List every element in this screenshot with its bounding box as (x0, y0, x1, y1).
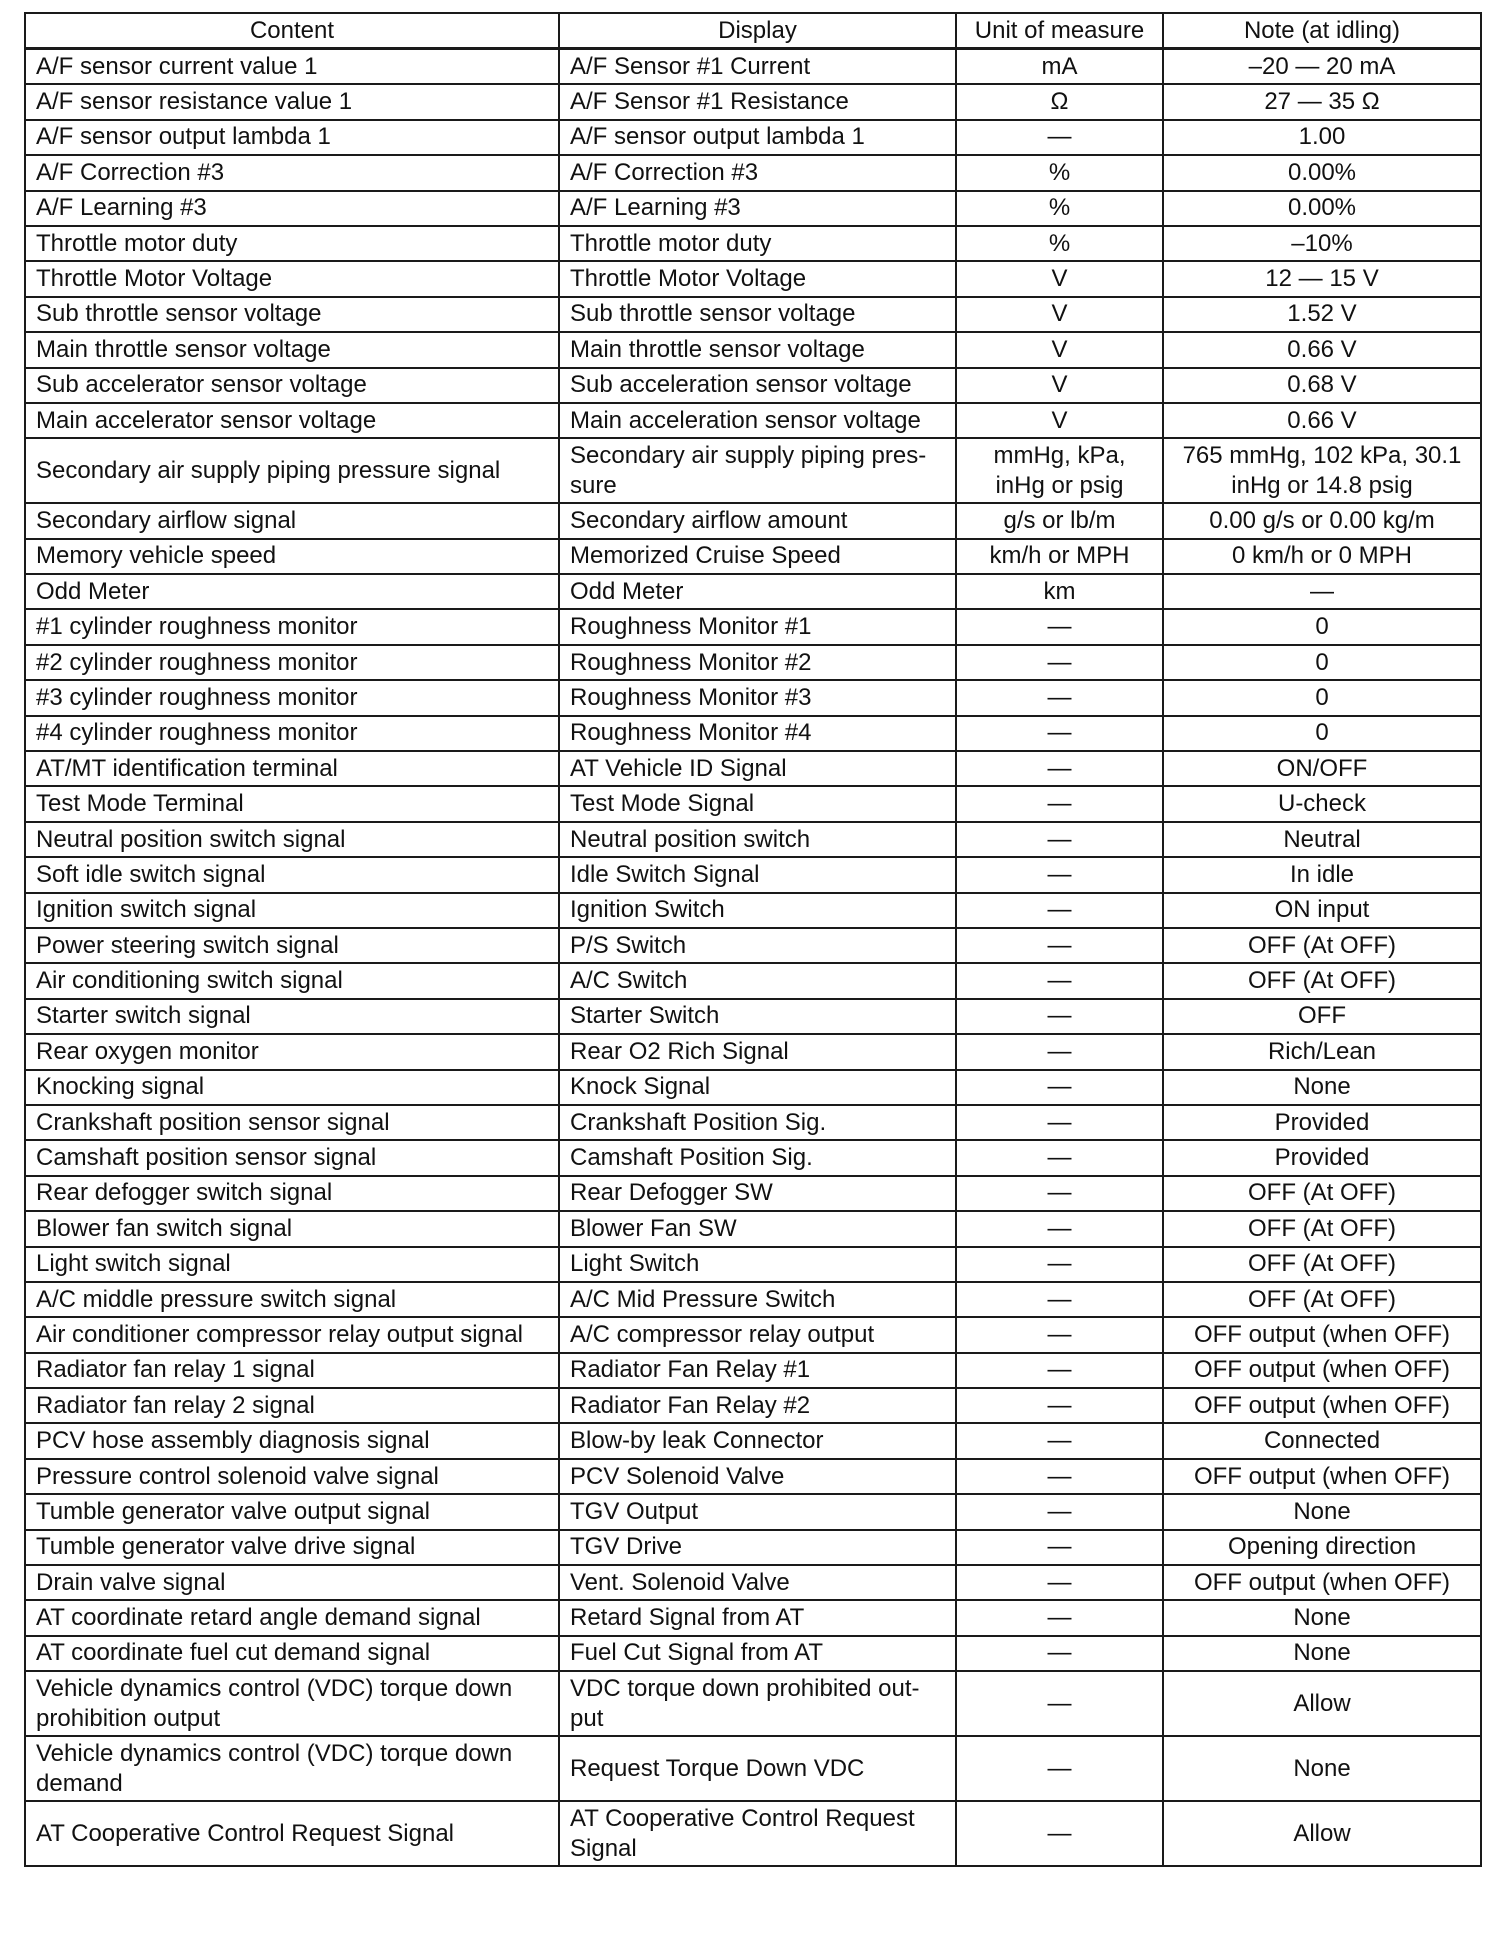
table-row (25, 1736, 1481, 1801)
display-cell: Throttle Motor Voltage (559, 261, 956, 296)
table-row (25, 893, 1481, 928)
unit-cell: % (956, 226, 1163, 261)
display-cell: Rear Defogger SW (559, 1176, 956, 1211)
display-cell: PCV Solenoid Valve (559, 1459, 956, 1494)
unit-cell: — (956, 1565, 1163, 1600)
unit-cell: — (956, 1282, 1163, 1317)
display-cell: Fuel Cut Signal from AT (559, 1636, 956, 1671)
display-cell: Sub acceleration sensor voltage (559, 368, 956, 403)
display-cell: TGV Output (559, 1494, 956, 1529)
content-cell: PCV hose assembly diagnosis signal (25, 1423, 559, 1458)
content-cell: #3 cylinder roughness monitor (25, 680, 559, 715)
diagnostic-data-table (24, 12, 1482, 1867)
note-cell: Connected (1163, 1423, 1481, 1458)
note-cell: None (1163, 1494, 1481, 1529)
content-cell: Tumble generator valve output signal (25, 1494, 559, 1529)
content-cell: Odd Meter (25, 574, 559, 609)
content-cell: Starter switch signal (25, 999, 559, 1034)
note-cell: 0.00% (1163, 155, 1481, 190)
note-cell: Opening direction (1163, 1530, 1481, 1565)
table-row (25, 928, 1481, 963)
unit-cell: — (956, 1211, 1163, 1246)
table-row (25, 332, 1481, 367)
display-cell: A/F Sensor #1 Resistance (559, 84, 956, 119)
table-row (25, 1317, 1481, 1352)
table-row (25, 1530, 1481, 1565)
note-cell: 0 (1163, 716, 1481, 751)
content-cell: Power steering switch signal (25, 928, 559, 963)
table-row (25, 1565, 1481, 1600)
unit-cell: — (956, 1317, 1163, 1352)
note-cell: Allow (1163, 1671, 1481, 1736)
display-cell: Crankshaft Position Sig. (559, 1105, 956, 1140)
content-cell: A/F sensor current value 1 (25, 49, 559, 85)
table-row (25, 261, 1481, 296)
table-row (25, 1388, 1481, 1423)
note-cell: ON/OFF (1163, 751, 1481, 786)
content-cell: Tumble generator valve drive signal (25, 1530, 559, 1565)
note-cell: ON input (1163, 893, 1481, 928)
unit-cell: — (956, 1671, 1163, 1736)
table-row (25, 999, 1481, 1034)
unit-cell: — (956, 120, 1163, 155)
table-row (25, 716, 1481, 751)
table-row (25, 857, 1481, 892)
unit-cell: — (956, 786, 1163, 821)
unit-cell: % (956, 155, 1163, 190)
unit-cell: g/s or lb/m (956, 503, 1163, 538)
unit-cell: V (956, 297, 1163, 332)
unit-cell: — (956, 1423, 1163, 1458)
note-cell: None (1163, 1070, 1481, 1105)
unit-cell: — (956, 645, 1163, 680)
content-cell: Sub throttle sensor voltage (25, 297, 559, 332)
content-cell: AT Cooperative Control Request Signal (25, 1801, 559, 1866)
table-row (25, 680, 1481, 715)
unit-cell: — (956, 1070, 1163, 1105)
content-cell: Vehicle dynamics control (VDC) torque down prohibition output (25, 1671, 559, 1736)
unit-cell: km (956, 574, 1163, 609)
table-row (25, 574, 1481, 609)
display-cell: Secondary air supply piping pres-sure (559, 438, 956, 503)
table-row (25, 438, 1481, 503)
display-cell: Retard Signal from AT (559, 1600, 956, 1635)
display-cell: A/C Switch (559, 963, 956, 998)
unit-cell: — (956, 857, 1163, 892)
display-cell: Knock Signal (559, 1070, 956, 1105)
note-cell: In idle (1163, 857, 1481, 892)
display-cell: Request Torque Down VDC (559, 1736, 956, 1801)
table-row (25, 1459, 1481, 1494)
display-cell: Secondary airflow amount (559, 503, 956, 538)
table-row (25, 822, 1481, 857)
table-row (25, 1034, 1481, 1069)
unit-cell: — (956, 716, 1163, 751)
note-cell: OFF output (when OFF) (1163, 1353, 1481, 1388)
table-row (25, 1070, 1481, 1105)
note-cell: OFF (At OFF) (1163, 1211, 1481, 1246)
content-cell: Blower fan switch signal (25, 1211, 559, 1246)
display-cell: Radiator Fan Relay #1 (559, 1353, 956, 1388)
display-cell: Throttle motor duty (559, 226, 956, 261)
note-cell: 0 (1163, 609, 1481, 644)
content-cell: Secondary airflow signal (25, 503, 559, 538)
note-cell: U-check (1163, 786, 1481, 821)
table-body (25, 49, 1481, 1867)
unit-cell: — (956, 680, 1163, 715)
content-cell: Sub accelerator sensor voltage (25, 368, 559, 403)
table-row (25, 1211, 1481, 1246)
content-cell: Ignition switch signal (25, 893, 559, 928)
display-cell: Sub throttle sensor voltage (559, 297, 956, 332)
unit-cell: V (956, 368, 1163, 403)
content-cell: Radiator fan relay 1 signal (25, 1353, 559, 1388)
table-row (25, 503, 1481, 538)
display-cell: Odd Meter (559, 574, 956, 609)
note-cell: None (1163, 1636, 1481, 1671)
table-row (25, 963, 1481, 998)
display-cell: Vent. Solenoid Valve (559, 1565, 956, 1600)
table-row (25, 1140, 1481, 1175)
display-cell: A/C compressor relay output (559, 1317, 956, 1352)
table-row (25, 155, 1481, 190)
table-row (25, 120, 1481, 155)
unit-cell: — (956, 928, 1163, 963)
note-cell: 0.68 V (1163, 368, 1481, 403)
content-cell: A/C middle pressure switch signal (25, 1282, 559, 1317)
note-cell: –20 — 20 mA (1163, 49, 1481, 85)
display-cell: Light Switch (559, 1247, 956, 1282)
note-cell: 0.00% (1163, 191, 1481, 226)
display-cell: Blow-by leak Connector (559, 1423, 956, 1458)
display-cell: Roughness Monitor #4 (559, 716, 956, 751)
display-cell: A/F Correction #3 (559, 155, 956, 190)
unit-cell: — (956, 1140, 1163, 1175)
table-row (25, 539, 1481, 574)
unit-cell: — (956, 963, 1163, 998)
unit-cell: — (956, 1494, 1163, 1529)
content-cell: A/F sensor resistance value 1 (25, 84, 559, 119)
content-cell: AT coordinate retard angle demand signal (25, 1600, 559, 1635)
header-display: Display (559, 13, 956, 49)
table-row (25, 786, 1481, 821)
unit-cell: — (956, 999, 1163, 1034)
content-cell: Neutral position switch signal (25, 822, 559, 857)
unit-cell: V (956, 332, 1163, 367)
note-cell: Neutral (1163, 822, 1481, 857)
content-cell: Main throttle sensor voltage (25, 332, 559, 367)
note-cell: Allow (1163, 1801, 1481, 1866)
unit-cell: — (956, 609, 1163, 644)
unit-cell: — (956, 1530, 1163, 1565)
display-cell: Radiator Fan Relay #2 (559, 1388, 956, 1423)
content-cell: Radiator fan relay 2 signal (25, 1388, 559, 1423)
display-cell: A/F Learning #3 (559, 191, 956, 226)
table-row (25, 1105, 1481, 1140)
unit-cell: Ω (956, 84, 1163, 119)
table-row (25, 645, 1481, 680)
content-cell: Crankshaft position sensor signal (25, 1105, 559, 1140)
table-row (25, 1801, 1481, 1866)
table-row (25, 84, 1481, 119)
note-cell: 1.00 (1163, 120, 1481, 155)
header-content: Content (25, 13, 559, 49)
note-cell: 0.00 g/s or 0.00 kg/m (1163, 503, 1481, 538)
table-row (25, 1282, 1481, 1317)
display-cell: P/S Switch (559, 928, 956, 963)
note-cell: Rich/Lean (1163, 1034, 1481, 1069)
unit-cell: V (956, 261, 1163, 296)
display-cell: TGV Drive (559, 1530, 956, 1565)
note-cell: 765 mmHg, 102 kPa, 30.1 inHg or 14.8 psig (1163, 438, 1481, 503)
content-cell: Camshaft position sensor signal (25, 1140, 559, 1175)
table-row (25, 226, 1481, 261)
table-row (25, 368, 1481, 403)
unit-cell: mA (956, 49, 1163, 85)
note-cell: OFF (At OFF) (1163, 928, 1481, 963)
table-row (25, 1247, 1481, 1282)
table-row (25, 49, 1481, 85)
note-cell: OFF (At OFF) (1163, 1176, 1481, 1211)
content-cell: Drain valve signal (25, 1565, 559, 1600)
content-cell: Soft idle switch signal (25, 857, 559, 892)
content-cell: AT coordinate fuel cut demand signal (25, 1636, 559, 1671)
note-cell: OFF output (when OFF) (1163, 1388, 1481, 1423)
content-cell: Air conditioner compressor relay output signal (25, 1317, 559, 1352)
content-cell: Rear defogger switch signal (25, 1176, 559, 1211)
table-row (25, 1494, 1481, 1529)
unit-cell: — (956, 1600, 1163, 1635)
table-row (25, 191, 1481, 226)
display-cell: Ignition Switch (559, 893, 956, 928)
header-note: Note (at idling) (1163, 13, 1481, 49)
content-cell: Throttle Motor Voltage (25, 261, 559, 296)
note-cell: 0.66 V (1163, 403, 1481, 438)
note-cell: OFF (At OFF) (1163, 1282, 1481, 1317)
content-cell: Pressure control solenoid valve signal (25, 1459, 559, 1494)
note-cell: OFF (At OFF) (1163, 963, 1481, 998)
table-row (25, 751, 1481, 786)
unit-cell: — (956, 893, 1163, 928)
display-cell: Test Mode Signal (559, 786, 956, 821)
note-cell: 27 — 35 Ω (1163, 84, 1481, 119)
content-cell: Vehicle dynamics control (VDC) torque down demand (25, 1736, 559, 1801)
content-cell: Main accelerator sensor voltage (25, 403, 559, 438)
unit-cell: — (956, 1176, 1163, 1211)
unit-cell: — (956, 1736, 1163, 1801)
note-cell: Provided (1163, 1140, 1481, 1175)
content-cell: AT/MT identification terminal (25, 751, 559, 786)
note-cell: 12 — 15 V (1163, 261, 1481, 296)
unit-cell: — (956, 1801, 1163, 1866)
content-cell: A/F Correction #3 (25, 155, 559, 190)
note-cell: — (1163, 574, 1481, 609)
note-cell: 0 (1163, 645, 1481, 680)
unit-cell: mmHg, kPa, inHg or psig (956, 438, 1163, 503)
content-cell: Knocking signal (25, 1070, 559, 1105)
display-cell: Neutral position switch (559, 822, 956, 857)
unit-cell: — (956, 751, 1163, 786)
note-cell: None (1163, 1600, 1481, 1635)
display-cell: AT Vehicle ID Signal (559, 751, 956, 786)
unit-cell: km/h or MPH (956, 539, 1163, 574)
content-cell: Secondary air supply piping pressure signal (25, 438, 559, 503)
note-cell: 0 (1163, 680, 1481, 715)
content-cell: Rear oxygen monitor (25, 1034, 559, 1069)
display-cell: AT Cooperative Control Request Signal (559, 1801, 956, 1866)
unit-cell: — (956, 1105, 1163, 1140)
header-unit: Unit of measure (956, 13, 1163, 49)
display-cell: Main acceleration sensor voltage (559, 403, 956, 438)
note-cell: 0.66 V (1163, 332, 1481, 367)
content-cell: Air conditioning switch signal (25, 963, 559, 998)
table-row (25, 609, 1481, 644)
note-cell: OFF (At OFF) (1163, 1247, 1481, 1282)
table-row (25, 1600, 1481, 1635)
display-cell: Idle Switch Signal (559, 857, 956, 892)
note-cell: OFF output (when OFF) (1163, 1565, 1481, 1600)
note-cell: OFF output (when OFF) (1163, 1459, 1481, 1494)
table-row (25, 1423, 1481, 1458)
content-cell: A/F sensor output lambda 1 (25, 120, 559, 155)
note-cell: –10% (1163, 226, 1481, 261)
content-cell: Throttle motor duty (25, 226, 559, 261)
display-cell: VDC torque down prohibited out-put (559, 1671, 956, 1736)
unit-cell: — (956, 1636, 1163, 1671)
content-cell: Memory vehicle speed (25, 539, 559, 574)
display-cell: A/F sensor output lambda 1 (559, 120, 956, 155)
note-cell: None (1163, 1736, 1481, 1801)
display-cell: Roughness Monitor #1 (559, 609, 956, 644)
content-cell: A/F Learning #3 (25, 191, 559, 226)
note-cell: 0 km/h or 0 MPH (1163, 539, 1481, 574)
unit-cell: V (956, 403, 1163, 438)
unit-cell: — (956, 1247, 1163, 1282)
content-cell: #2 cylinder roughness monitor (25, 645, 559, 680)
table-row (25, 1671, 1481, 1736)
note-cell: OFF output (when OFF) (1163, 1317, 1481, 1352)
display-cell: Blower Fan SW (559, 1211, 956, 1246)
unit-cell: — (956, 1034, 1163, 1069)
table-row (25, 1353, 1481, 1388)
table-row (25, 1176, 1481, 1211)
display-cell: Starter Switch (559, 999, 956, 1034)
display-cell: Memorized Cruise Speed (559, 539, 956, 574)
note-cell: 1.52 V (1163, 297, 1481, 332)
display-cell: Main throttle sensor voltage (559, 332, 956, 367)
unit-cell: % (956, 191, 1163, 226)
display-cell: Camshaft Position Sig. (559, 1140, 956, 1175)
table-row (25, 297, 1481, 332)
content-cell: #4 cylinder roughness monitor (25, 716, 559, 751)
content-cell: Light switch signal (25, 1247, 559, 1282)
content-cell: Test Mode Terminal (25, 786, 559, 821)
display-cell: Roughness Monitor #2 (559, 645, 956, 680)
unit-cell: — (956, 1388, 1163, 1423)
content-cell: #1 cylinder roughness monitor (25, 609, 559, 644)
table-row (25, 403, 1481, 438)
display-cell: A/F Sensor #1 Current (559, 49, 956, 85)
unit-cell: — (956, 822, 1163, 857)
display-cell: Roughness Monitor #3 (559, 680, 956, 715)
unit-cell: — (956, 1353, 1163, 1388)
document-page (24, 12, 1480, 1867)
table-row (25, 1636, 1481, 1671)
unit-cell: — (956, 1459, 1163, 1494)
note-cell: OFF (1163, 999, 1481, 1034)
display-cell: Rear O2 Rich Signal (559, 1034, 956, 1069)
note-cell: Provided (1163, 1105, 1481, 1140)
display-cell: A/C Mid Pressure Switch (559, 1282, 956, 1317)
table-header-row (25, 13, 1481, 49)
